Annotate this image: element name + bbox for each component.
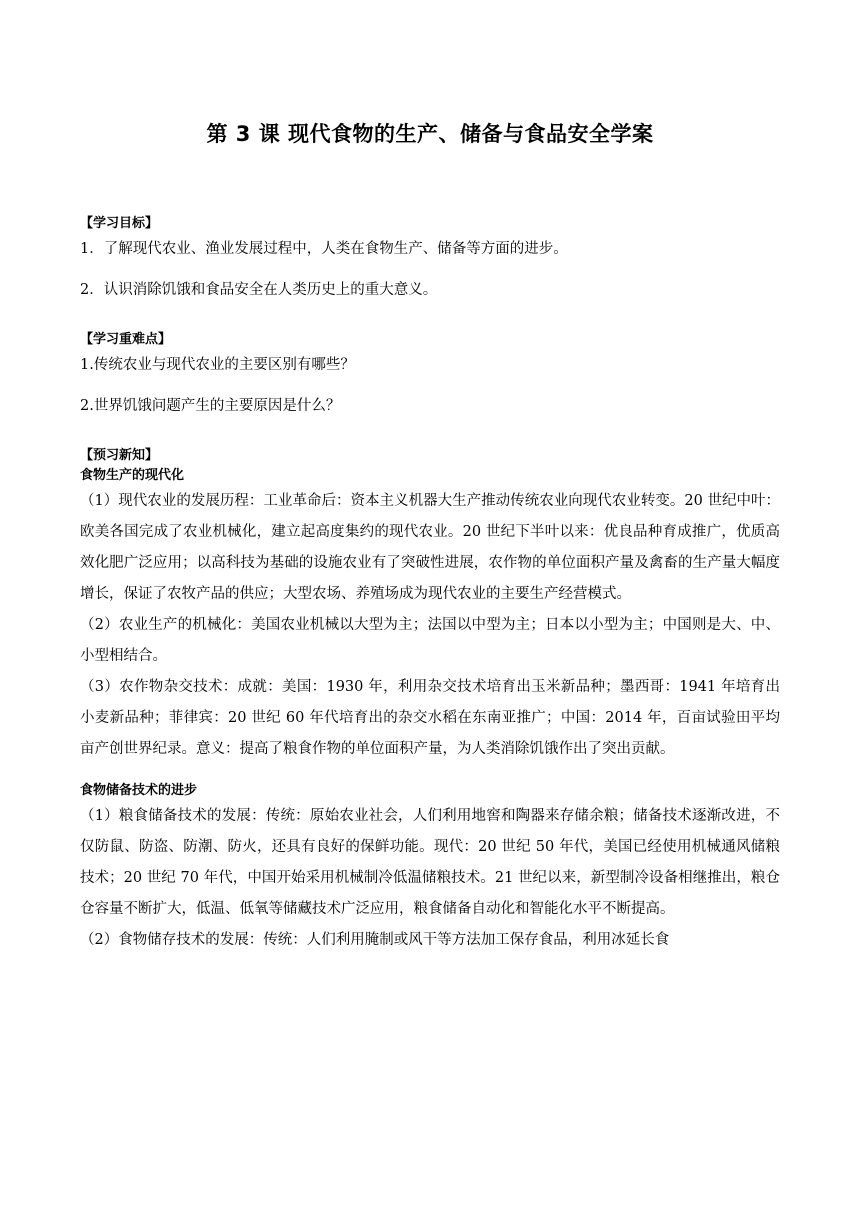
preview-paragraph: （2）农业生产的机械化：美国农业机械以大型为主；法国以中型为主；日本以小型为主；中国则是大、中、小型相结合。 bbox=[80, 617, 780, 664]
preview-paragraph: （1）粮食储备技术的发展：传统：原始农业社会，人们利用地窖和陶器来存储余粮；储备技术逐渐改进，不仅防鼠、防盗、防潮、防火，还具有良好的保鲜功能。现代：20 世纪 50 年代，美国已经使用机械通风储粮技术；20 世纪 70 年代，中国开始采用机械制冷低温储粮技术。21 世纪以来，新型制冷设备相继推出，粮仓仓容量不断扩大，低温、低氧等储藏技术广泛应用，粮食储备自动化和智能化水平不断提高。 bbox=[80, 808, 780, 917]
page-title: 第 3 课 现代食物的生产、储备与食品安全学案 bbox=[206, 122, 654, 146]
objective-item: 1．了解现代农业、渔业发展过程中，人类在食物生产、储备等方面的进步。 bbox=[80, 241, 568, 257]
objective-item: 2．认识消除饥饿和食品安全在人类历史上的重大意义。 bbox=[80, 282, 438, 298]
preview-paragraph: （3）农作物杂交技术：成就：美国：1930 年，利用杂交技术培育出玉米新品种；墨西哥：1941 年培育出小麦新品种；菲律宾：20 世纪 60 年代培育出的杂交水稻在东南亚推广；中国：2014 年，百亩试验田平均亩产创世界纪录。意义：提高了粮食作物的单位面积产量，为人类消除饥饿作出了突出贡献。 bbox=[80, 679, 780, 757]
preview-subheading: 食物生产的现代化 bbox=[80, 468, 185, 483]
key-point-item: 1.传统农业与现代农业的主要区别有哪些？ bbox=[80, 357, 355, 373]
key-points-heading: 【学习重难点】 bbox=[80, 332, 172, 347]
objectives-heading: 【学习目标】 bbox=[80, 216, 159, 231]
document-body bbox=[80, 214, 780, 956]
preview-subheading: 食物储备技术的进步 bbox=[80, 783, 198, 798]
preview-paragraph: （1）现代农业的发展历程：工业革命后：资本主义机器大生产推动传统农业向现代农业转变。20 世纪中叶：欧美各国完成了农业机械化，建立起高度集约的现代农业。20 世纪下半叶以来：优良品种育成推广，优质高效化肥广泛应用；以高科技为基础的设施农业有了突破性进展，农作物的单位面积产量及禽畜的生产量大幅度增长，保证了农牧产品的供应；大型农场、养殖场成为现代农业的主要生产经营模式。 bbox=[80, 493, 780, 602]
key-point-item: 2.世界饥饿问题产生的主要原因是什么？ bbox=[80, 398, 341, 414]
preview-paragraph: （2）食物储存技术的发展：传统：人们利用腌制或风干等方法加工保存食品，利用冰延长食 bbox=[80, 932, 670, 948]
preview-heading: 【预习新知】 bbox=[80, 448, 159, 463]
